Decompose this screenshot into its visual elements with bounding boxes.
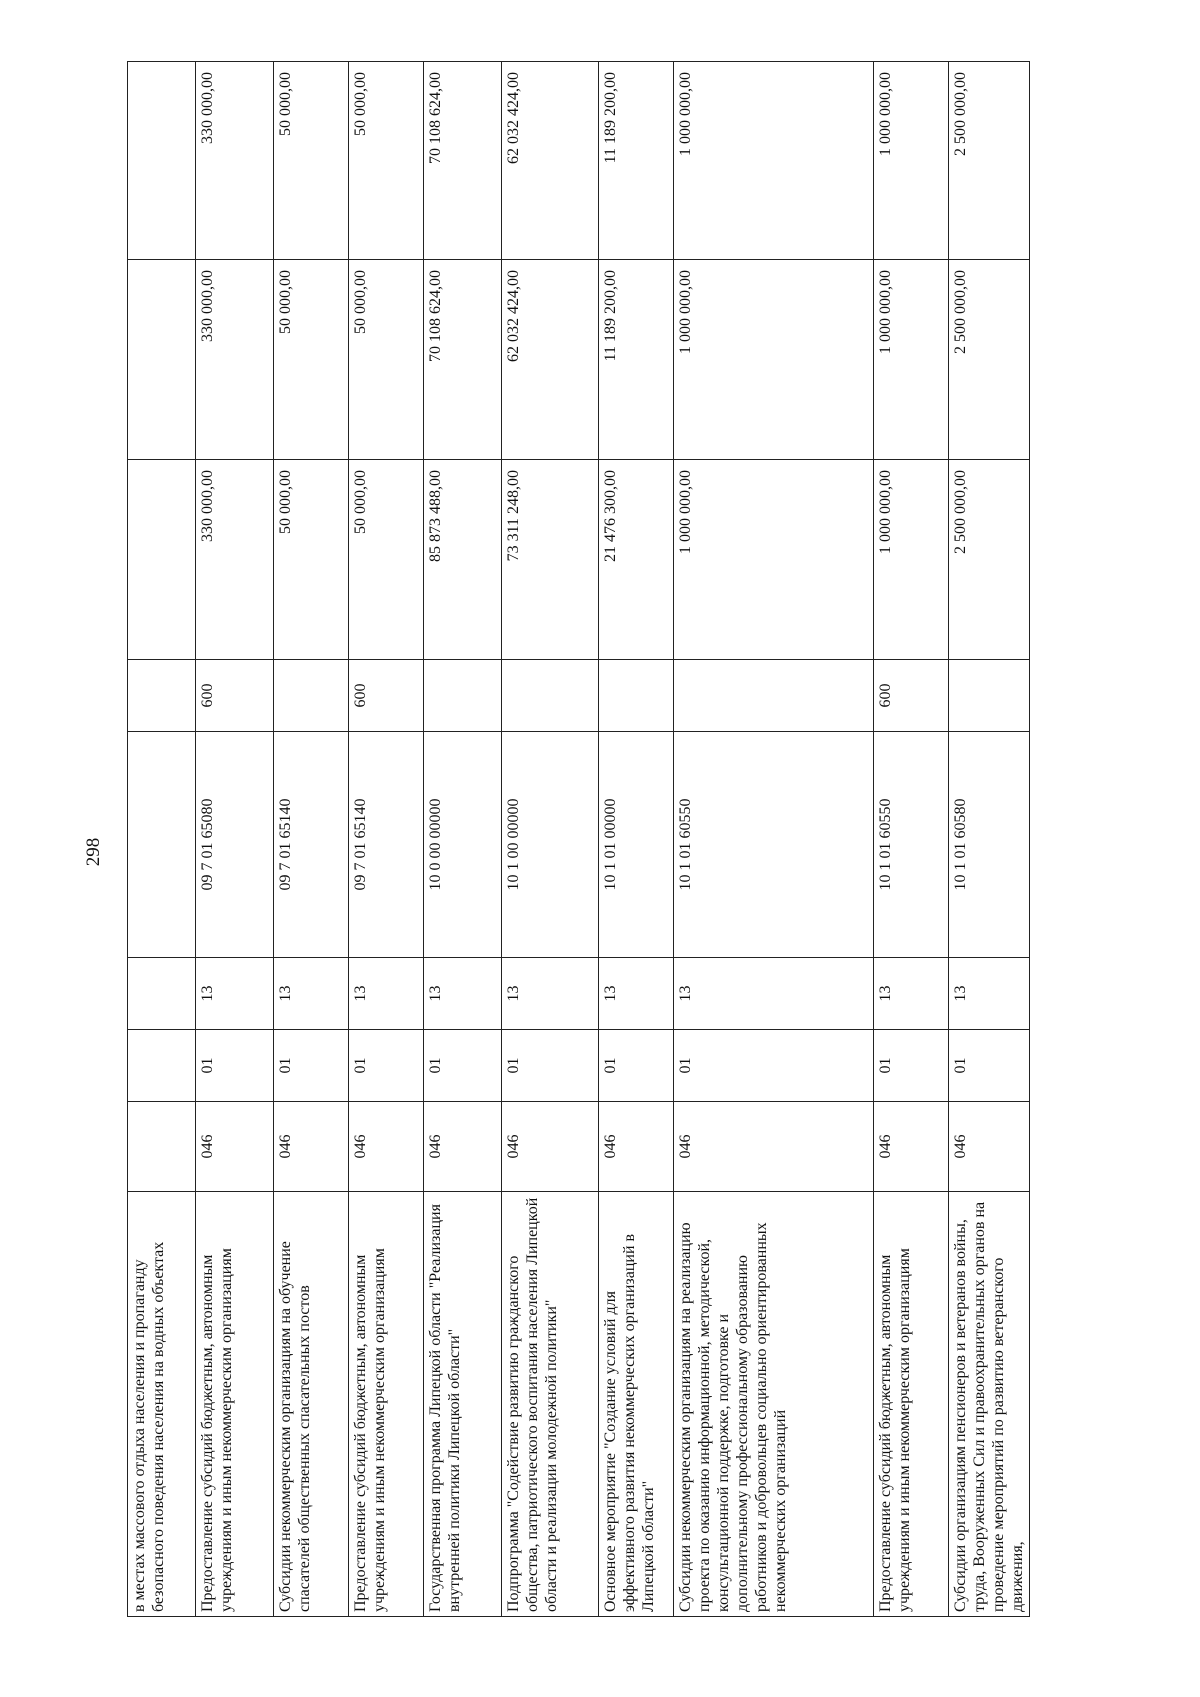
table-row (349, 62, 424, 1617)
section-code-cell: 01 (349, 1030, 424, 1102)
table-row (128, 62, 196, 1617)
subsection-code-cell: 13 (502, 958, 599, 1030)
grbs-code-cell: 046 (674, 1102, 874, 1192)
row-name-cell: Предоставление субсидий бюджетным, автономным учреждениям и иным некоммерческим организациям (874, 1192, 949, 1617)
sum-year1-cell: 85 873 488,00 (424, 460, 502, 660)
table-row (674, 62, 874, 1617)
grbs-code-cell (128, 1102, 196, 1192)
sum-year2-cell: 50 000,00 (349, 260, 424, 460)
sum-year2-cell: 50 000,00 (274, 260, 349, 460)
sum-year1-cell: 73 311 248,00 (502, 460, 599, 660)
subsection-code-cell: 13 (196, 958, 274, 1030)
budget-table (127, 61, 1030, 1617)
section-code-cell: 01 (424, 1030, 502, 1102)
sum-year2-cell (128, 260, 196, 460)
table-row (949, 62, 1030, 1617)
target-article-cell (128, 732, 196, 958)
sum-year2-cell: 11 189 200,00 (599, 260, 674, 460)
row-name-cell: Субсидии организациям пенсионеров и ветеранов войны, труда, Вооруженных Сил и правоохранительных органов на проведение мероприятий по развитию ветеранского движения, (949, 1192, 1030, 1617)
section-code-cell: 01 (196, 1030, 274, 1102)
table-row (424, 62, 502, 1617)
expense-type-cell (599, 660, 674, 732)
expense-type-cell (674, 660, 874, 732)
sum-year2-cell: 1 000 000,00 (674, 260, 874, 460)
subsection-code-cell: 13 (424, 958, 502, 1030)
grbs-code-cell: 046 (349, 1102, 424, 1192)
sum-year3-cell: 70 108 624,00 (424, 62, 502, 260)
expense-type-cell (424, 660, 502, 732)
sum-year1-cell: 1 000 000,00 (874, 460, 949, 660)
expense-type-cell (128, 660, 196, 732)
expense-type-cell: 600 (874, 660, 949, 732)
target-article-cell: 10 1 01 00000 (599, 732, 674, 958)
sum-year2-cell: 2 500 000,00 (949, 260, 1030, 460)
sum-year1-cell (128, 460, 196, 660)
sum-year2-cell: 1 000 000,00 (874, 260, 949, 460)
subsection-code-cell: 13 (599, 958, 674, 1030)
row-name-cell: Субсидии некоммерческим организациям на реализацию проекта по оказанию информационной, методической, консультационной поддержке, подготовке и дополнительному профессиональному образованию работников и добровольцев социально ориентированных некоммерческих организаций (674, 1192, 874, 1617)
expense-type-cell (949, 660, 1030, 732)
section-code-cell: 01 (674, 1030, 874, 1102)
row-name-cell: в местах массового отдыха населения и пропаганду безопасного поведения населения на водных объектах (128, 1192, 196, 1617)
subsection-code-cell: 13 (949, 958, 1030, 1030)
table-row (274, 62, 349, 1617)
grbs-code-cell: 046 (274, 1102, 349, 1192)
row-name-cell: Государственная программа Липецкой области "Реализация внутренней политики Липецкой области" (424, 1192, 502, 1617)
subsection-code-cell (128, 958, 196, 1030)
sum-year2-cell: 62 032 424,00 (502, 260, 599, 460)
subsection-code-cell: 13 (349, 958, 424, 1030)
table-row (502, 62, 599, 1617)
budget-table-rotated (127, 62, 1072, 1617)
section-code-cell: 01 (874, 1030, 949, 1102)
sum-year3-cell: 11 189 200,00 (599, 62, 674, 260)
grbs-code-cell: 046 (502, 1102, 599, 1192)
target-article-cell: 09 7 01 65140 (274, 732, 349, 958)
sum-year3-cell: 62 032 424,00 (502, 62, 599, 260)
section-code-cell (128, 1030, 196, 1102)
sum-year1-cell: 330 000,00 (196, 460, 274, 660)
expense-type-cell: 600 (196, 660, 274, 732)
target-article-cell: 10 1 01 60580 (949, 732, 1030, 958)
grbs-code-cell: 046 (599, 1102, 674, 1192)
target-article-cell: 10 0 00 00000 (424, 732, 502, 958)
sum-year3-cell (128, 62, 196, 260)
sum-year2-cell: 70 108 624,00 (424, 260, 502, 460)
grbs-code-cell: 046 (424, 1102, 502, 1192)
row-name-cell: Предоставление субсидий бюджетным, автономным учреждениям и иным некоммерческим организациям (349, 1192, 424, 1617)
sum-year1-cell: 50 000,00 (274, 460, 349, 660)
row-name-cell: Субсидии некоммерческим организациям на обучение спасателей общественных спасательных постов (274, 1192, 349, 1617)
section-code-cell: 01 (502, 1030, 599, 1102)
section-code-cell: 01 (274, 1030, 349, 1102)
grbs-code-cell: 046 (196, 1102, 274, 1192)
subsection-code-cell: 13 (674, 958, 874, 1030)
grbs-code-cell: 046 (874, 1102, 949, 1192)
section-code-cell: 01 (949, 1030, 1030, 1102)
table-row (196, 62, 274, 1617)
table-row (874, 62, 949, 1617)
row-name-cell: Подпрограмма "Содействие развитию гражданского общества, патриотического воспитания населения Липецкой области и реализации молодежной политики" (502, 1192, 599, 1617)
sum-year1-cell: 2 500 000,00 (949, 460, 1030, 660)
expense-type-cell (274, 660, 349, 732)
grbs-code-cell: 046 (949, 1102, 1030, 1192)
sum-year1-cell: 1 000 000,00 (674, 460, 874, 660)
row-name-cell: Основное мероприятие "Создание условий для эффективного развития некоммерческих организаций в Липецкой области" (599, 1192, 674, 1617)
target-article-cell: 09 7 01 65080 (196, 732, 274, 958)
sum-year2-cell: 330 000,00 (196, 260, 274, 460)
sum-year3-cell: 330 000,00 (196, 62, 274, 260)
sum-year1-cell: 21 476 300,00 (599, 460, 674, 660)
sum-year3-cell: 50 000,00 (349, 62, 424, 260)
table-row (599, 62, 674, 1617)
sum-year1-cell: 50 000,00 (349, 460, 424, 660)
target-article-cell: 09 7 01 65140 (349, 732, 424, 958)
expense-type-cell: 600 (349, 660, 424, 732)
sum-year3-cell: 1 000 000,00 (874, 62, 949, 260)
subsection-code-cell: 13 (274, 958, 349, 1030)
expense-type-cell (502, 660, 599, 732)
sum-year3-cell: 50 000,00 (274, 62, 349, 260)
row-name-cell: Предоставление субсидий бюджетным, автономным учреждениям и иным некоммерческим организациям (196, 1192, 274, 1617)
target-article-cell: 10 1 01 60550 (874, 732, 949, 958)
subsection-code-cell: 13 (874, 958, 949, 1030)
sum-year3-cell: 1 000 000,00 (674, 62, 874, 260)
target-article-cell: 10 1 01 60550 (674, 732, 874, 958)
sum-year3-cell: 2 500 000,00 (949, 62, 1030, 260)
target-article-cell: 10 1 00 00000 (502, 732, 599, 958)
page-number: 298 (83, 837, 104, 867)
section-code-cell: 01 (599, 1030, 674, 1102)
